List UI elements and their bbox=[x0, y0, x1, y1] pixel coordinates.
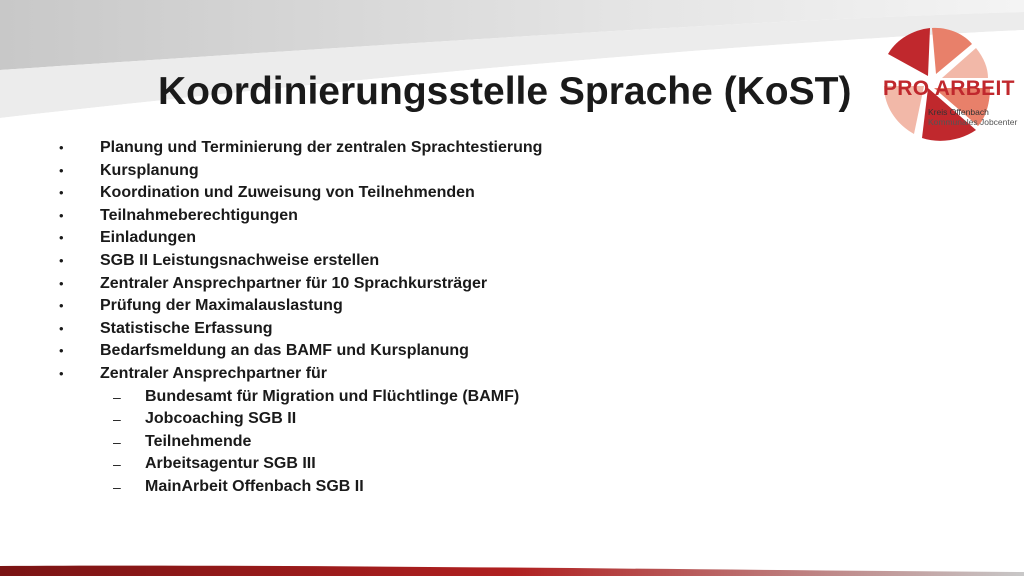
bullet-marker: • bbox=[59, 252, 64, 268]
bullet-marker: • bbox=[59, 365, 64, 381]
bullet-marker: • bbox=[59, 343, 64, 359]
list-item-text: Kursplanung bbox=[100, 161, 199, 179]
sub-list-item-text: Bundesamt für Migration und Flüchtlinge (BAMF) bbox=[145, 387, 520, 405]
sub-list-item-text: Jobcoaching SGB II bbox=[145, 410, 297, 428]
sub-list-item-text: MainArbeit Offenbach SGB II bbox=[145, 477, 364, 495]
dash-marker: – bbox=[113, 433, 121, 450]
bullet-marker: • bbox=[59, 162, 64, 178]
dash-marker: – bbox=[113, 456, 121, 473]
logo-wordmark: PRO ARBEIT bbox=[883, 77, 1015, 100]
list-item-text: Koordination und Zuweisung von Teilnehmenden bbox=[100, 184, 475, 202]
logo-subline-district: Kreis Offenbach bbox=[928, 107, 989, 117]
bullet-marker: • bbox=[59, 275, 64, 291]
bullet-marker: • bbox=[59, 230, 64, 246]
bullet-marker: • bbox=[59, 298, 64, 314]
list-item-text: Statistische Erfassung bbox=[100, 319, 273, 337]
sub-list-item-text: Arbeitsagentur SGB III bbox=[145, 455, 316, 473]
footer-bar-decoration bbox=[0, 562, 1024, 576]
list-item-text: Prüfung der Maximalauslastung bbox=[100, 297, 343, 315]
list-item-text: Zentraler Ansprechpartner für 10 Sprachkursträger bbox=[100, 274, 488, 292]
list-item-text: Zentraler Ansprechpartner für bbox=[100, 364, 328, 382]
list-item-text: Planung und Terminierung der zentralen Sprachtestierung bbox=[100, 139, 543, 156]
logo-subline-jobcenter: Kommunales Jobcenter bbox=[928, 117, 1018, 127]
slide-title: Koordinierungsstelle Sprache (KoST) bbox=[158, 70, 852, 114]
pro-arbeit-logo bbox=[872, 26, 1018, 144]
bullet-marker: • bbox=[59, 320, 64, 336]
bullet-marker: • bbox=[59, 207, 64, 223]
dash-marker: – bbox=[113, 411, 121, 428]
bullet-marker: • bbox=[59, 185, 64, 201]
list-item-text: Einladungen bbox=[100, 229, 196, 247]
bullet-marker: • bbox=[59, 140, 64, 155]
list-item-text: Teilnahmeberechtigungen bbox=[100, 206, 298, 224]
sub-list-item-text: Teilnehmende bbox=[145, 432, 252, 450]
dash-marker: – bbox=[113, 388, 121, 405]
dash-marker: – bbox=[113, 478, 121, 495]
list-item-text: SGB II Leistungsnachweise erstellen bbox=[100, 251, 380, 269]
list-item-text: Bedarfsmeldung an das BAMF und Kursplanung bbox=[100, 342, 469, 360]
